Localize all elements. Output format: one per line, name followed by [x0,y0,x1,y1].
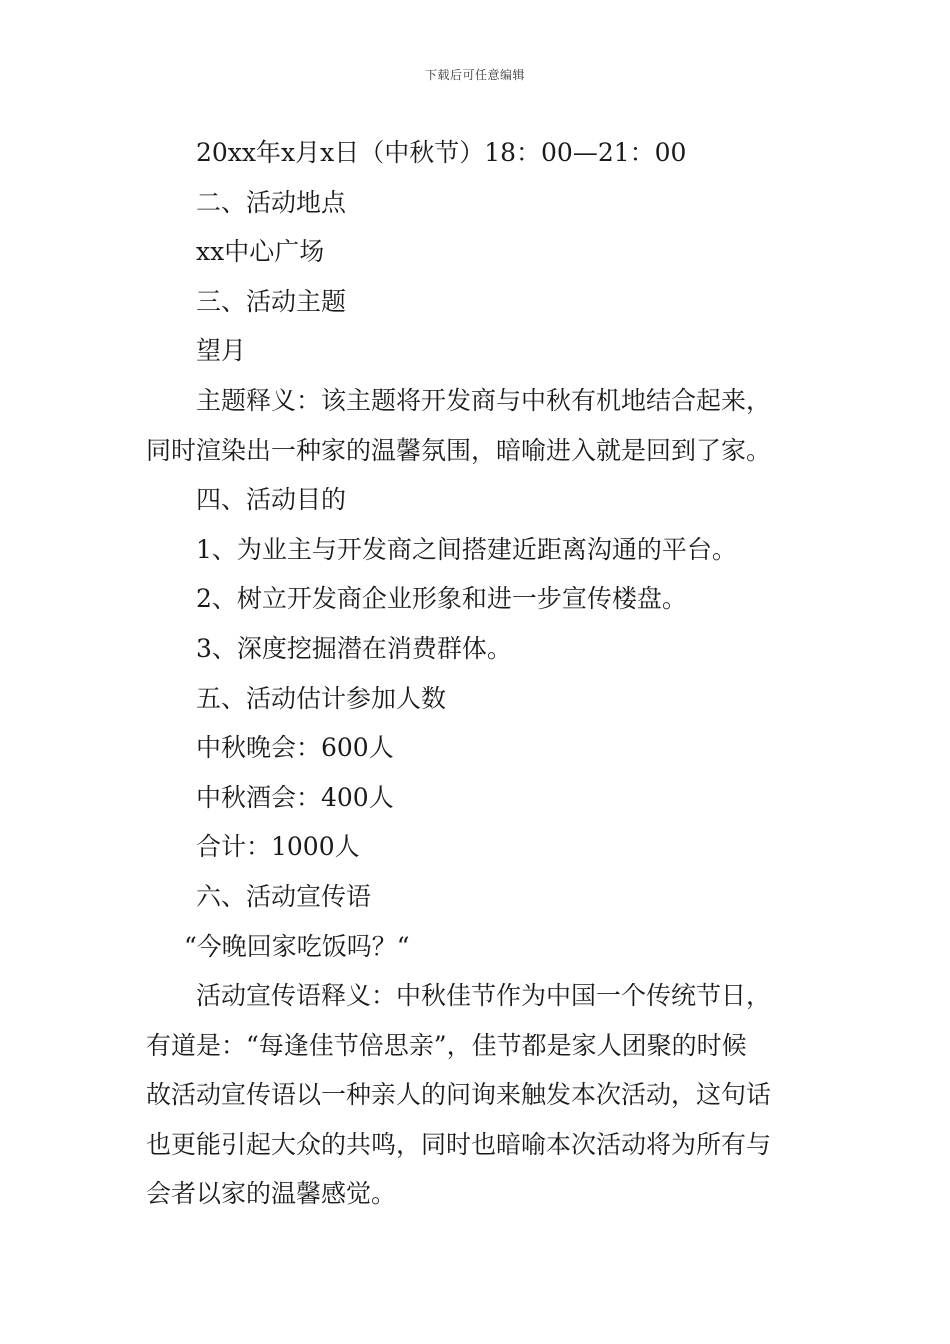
section-theme-heading: 三、活动主题 [196,286,347,316]
goal-item-2: 2、树立开发商企业形象和进一步宣传楼盘。 [196,584,687,614]
attendance-gala: 中秋晚会：600人 [196,733,394,763]
event-theme: 望月 [196,336,247,366]
document-body [146,128,826,1219]
attendance-banquet: 中秋酒会：400人 [196,782,394,812]
section-location-heading: 二、活动地点 [196,187,347,217]
slogan-explanation-line-1: 活动宣传语释义：中秋佳节作为中国一个传统节日， [196,981,772,1011]
goal-item-1: 1、为业主与开发商之间搭建近距离沟通的平台。 [196,534,737,564]
event-location: xx中心广场 [196,237,325,267]
section-attendance-heading: 五、活动估计参加人数 [196,683,447,713]
goal-item-3: 3、深度挖掘潜在消费群体。 [196,633,512,663]
event-time: 20xx年x月x日（中秋节）18：00—21：00 [196,138,687,167]
slogan-explanation-line-5: 会者以家的温馨感觉。 [146,1179,397,1209]
section-slogan-heading: 六、活动宣传语 [196,881,372,911]
slogan-explanation-line-4: 也更能引起大众的共鸣，同时也暗喻本次活动将为所有与 [146,1129,772,1159]
event-slogan: “今晚回家吃饭吗？“ [184,931,410,961]
theme-explanation-line-2: 同时渲染出一种家的温馨氛围，暗喻进入就是回到了家。 [146,435,772,465]
section-goals-heading: 四、活动目的 [196,485,347,515]
attendance-total: 合计：1000人 [196,832,360,862]
slogan-explanation-line-3: 故活动宣传语以一种亲人的问询来触发本次活动，这句话 [146,1080,772,1110]
theme-explanation-line-1: 主题释义：该主题将开发商与中秋有机地结合起来， [196,385,772,415]
page-header-note: 下载后可任意编辑 [424,68,525,82]
slogan-explanation-line-2: 有道是：“每逢佳节倍思亲”，佳节都是家人团聚的时候 [146,1030,747,1060]
